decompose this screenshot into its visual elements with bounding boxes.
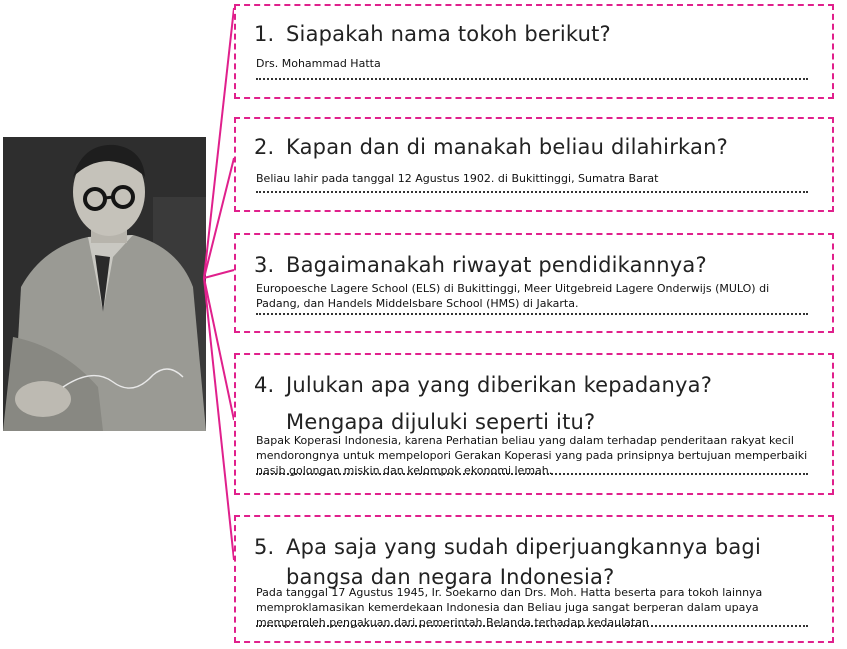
question-card-2 (234, 117, 834, 212)
question-card-3 (234, 233, 834, 333)
question-title (254, 253, 707, 277)
question-number: 1. (254, 22, 275, 46)
portrait-photo (3, 137, 206, 431)
question-card-5 (234, 515, 834, 643)
question-number: 2. (254, 135, 275, 159)
question-card-4 (234, 353, 834, 495)
question-card-1 (234, 4, 834, 99)
answer-text: Europoesche Lagere School (ELS) di Bukittinggi, Meer Uitgebreid Lagere Onderwijs (MULO) di Padang, dan Handels Middelsbare School (HMS) di Jakarta. (256, 282, 770, 310)
answer-dotted-line (256, 313, 808, 315)
question-number: 3. (254, 253, 275, 277)
question-text-line2: bangsa dan negara Indonesia? (286, 565, 615, 589)
question-text: Apa saja yang sudah diperjuangkannya bagi (286, 535, 761, 559)
question-number: 5. (254, 535, 275, 559)
question-title (254, 22, 611, 46)
question-number: 4. (254, 373, 275, 397)
answer-dotted-line (256, 78, 808, 80)
question-text: Bagaimanakah riwayat pendidikannya? (286, 253, 707, 277)
question-title (254, 135, 728, 159)
question-text: Kapan dan di manakah beliau dilahirkan? (286, 135, 728, 159)
question-text-line2: Mengapa dijuluki seperti itu? (286, 410, 596, 434)
question-text: Siapakah nama tokoh berikut? (286, 22, 611, 46)
answer-text: Beliau lahir pada tanggal 12 Agustus 1902. di Bukittinggi, Sumatra Barat (256, 172, 659, 185)
answer-dotted-line (256, 473, 808, 475)
question-text: Julukan apa yang diberikan kepadanya? (286, 373, 713, 397)
answer-text: Drs. Mohammad Hatta (256, 57, 381, 70)
answer-dotted-line (256, 625, 808, 627)
answer-text: Bapak Koperasi Indonesia, karena Perhatian beliau yang dalam terhadap penderitaan rakyat kecil mendorongnya untuk mempelopori Gerakan Koperasi yang pada prinsipnya bertujuan memperbaiki nasib golongan miskin dan kelompok ekonomi lemah. (256, 434, 808, 477)
question-title (254, 535, 761, 559)
answer-text: Pada tanggal 17 Agustus 1945, Ir. Soekarno dan Drs. Moh. Hatta beserta para tokoh lainnya memproklamasikan kemerdekaan Indonesia dan Beliau juga sangat berperan dalam upaya memperoleh pengakuan dari pemerintah Belanda terhadap kedaulatan (256, 586, 763, 629)
answer-dotted-line (256, 191, 808, 193)
question-title (254, 373, 712, 397)
